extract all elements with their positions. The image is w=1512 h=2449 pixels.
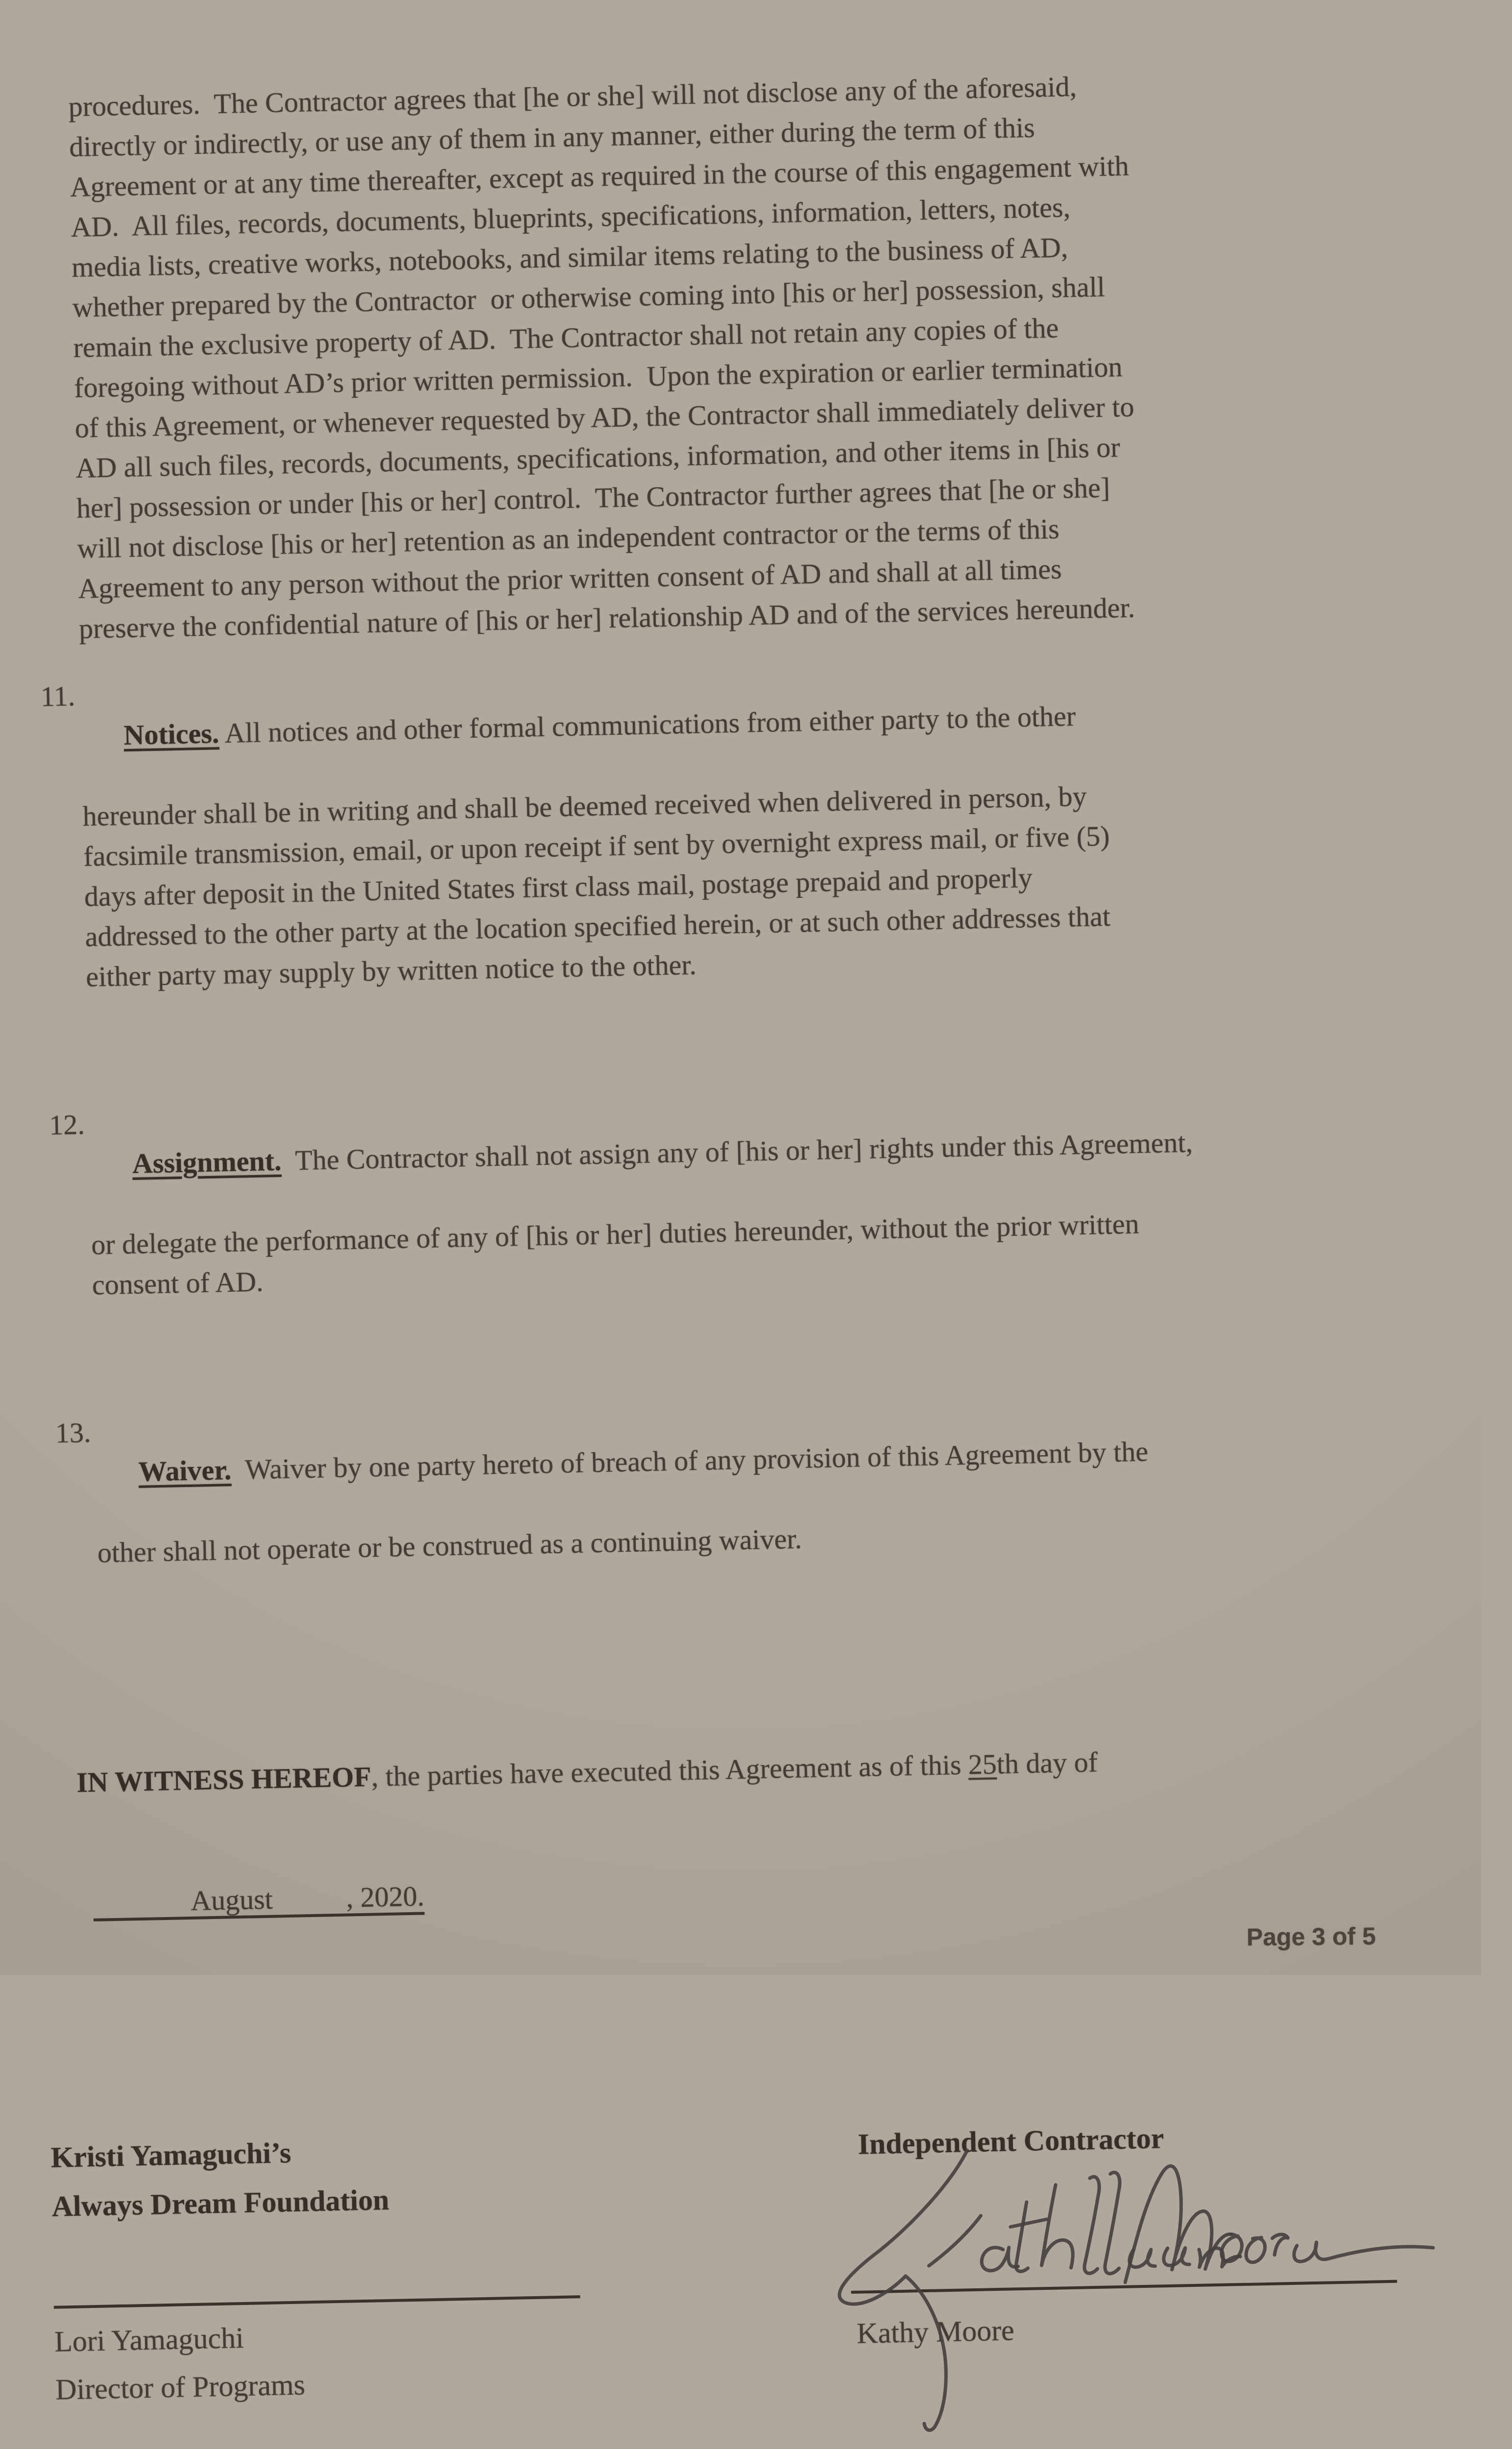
signature-line-left (54, 2295, 580, 2309)
section-first-line: Waiver by one party hereto of breach of any provision of this Agreement by the (231, 1435, 1149, 1486)
blank-space (273, 1907, 346, 1909)
section-body (80, 648, 1485, 1078)
section-first-line: All notices and other formal communications from either party to the other (218, 700, 1076, 749)
section-lines: or delegate the performance of any of [his or her] duties hereunder, without the prior written consent of AD. (91, 1207, 1140, 1301)
witness-day: 25 (968, 1748, 997, 1781)
section-13-waiver (55, 1384, 1496, 1654)
org-name-line2: Always Dream Foundation (51, 2183, 390, 2223)
section-number: 13. (55, 1416, 92, 1449)
section-term: Assignment. (132, 1144, 282, 1180)
witness-bold-intro: IN WITNESS HEREOF (76, 1760, 372, 1799)
section-term: Notices. (123, 717, 219, 751)
section-first-line: The Contractor shall not assign any of [his or her] rights under this Agreement, (281, 1126, 1193, 1176)
section-12-assignment (49, 1077, 1491, 1387)
handwritten-signature-kathleen-moore (779, 2129, 1471, 2436)
continuation-paragraph: procedures. The Contractor agrees that [he or she] will not disclose any of the aforesaid, directly or indirectly, or use any of them in any manner, either during the term of this Agreement or at any time thereafter, except as required in the course of this engagement with AD. All files, records, documents, blueprints, specifications, information, letters, notes, media lists, creative works, notebooks, and similar items relating to the business of AD, whether prepared by the Contractor or otherwise coming into [his or her] possession, shall remain the exclusive property of AD. The Contractor shall not retain any copies of the foregoing without AD’s prior written permission. Upon the expiration or earlier termination of this Agreement, or whenever requested by AD, the Contractor shall immediately deliver to AD all such files, records, documents, specifications, information, and other items in [his or her] possession or under [his or her] control. The Contractor further agrees that [he or she] will not disclose [his or her] retention as an independent contractor or the terms of this Agreement to any person without the prior written consent of AD and shall at all times preserve the confidential nature of [his or her] relationship AD and of the services hereunder. (68, 70, 1135, 645)
fill-in-month-line (93, 1880, 425, 1921)
independent-contractor-header: Independent Contractor (857, 2122, 1165, 2161)
section-body (95, 1384, 1496, 1653)
witness-clause (47, 1694, 1504, 2044)
section-number: 12. (48, 1108, 85, 1141)
fill-in-year: , 2020. (346, 1880, 425, 1914)
org-name-line1: Kristi Yamaguchi’s (50, 2136, 291, 2174)
section-body (89, 1077, 1491, 1386)
witness-text-after-day: th day of (996, 1746, 1098, 1780)
signature-area (25, 2108, 1512, 2449)
witness-text: , the parties have executed this Agreement as of this (371, 1749, 969, 1793)
blank-space (105, 1910, 191, 1912)
printed-name-left: Lori Yamaguchi (54, 2321, 244, 2358)
printed-name-right: Kathy Moore (856, 2314, 1015, 2350)
section-11-notices (40, 648, 1485, 1079)
printed-title-left: Director of Programs (55, 2368, 306, 2406)
section-lines: other shall not operate or be construed as a continuing waiver. (97, 1522, 802, 1569)
fill-in-month: August (190, 1883, 273, 1917)
section-term: Waiver. (138, 1454, 232, 1488)
section-lines: hereunder shall be in writing and shall be deemed received when delivered in person, by facsimile transmission, email, or upon receipt if sent by overnight express mail, or five (5) days after deposit in the United States first class mail, postage prepaid and properly addressed to the other party at the location specified herein, or at such other addresses that either party may supply by written notice to the other. (82, 780, 1111, 993)
section-number: 11. (40, 680, 75, 713)
page-footer: Page 3 of 5 (1246, 1922, 1376, 1951)
